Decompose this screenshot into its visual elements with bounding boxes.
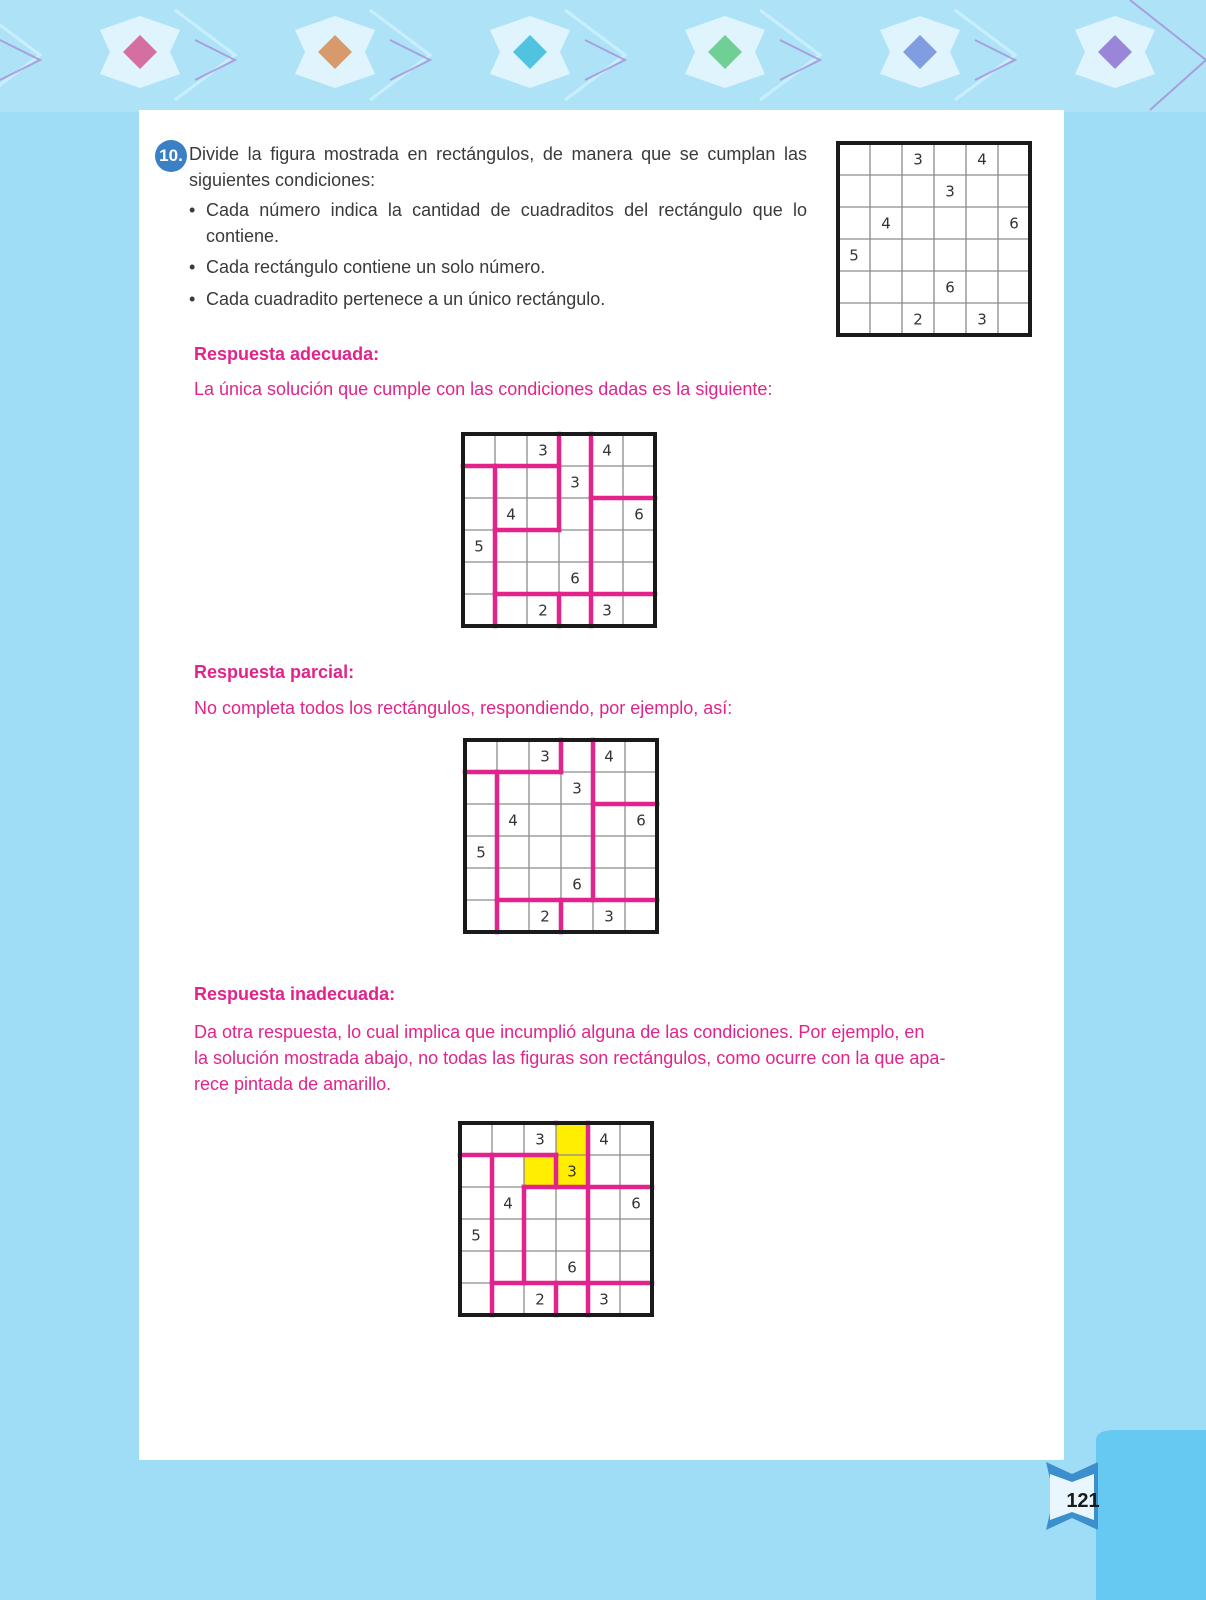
question-intro: Divide la figura mostrada en rectángulos, de manera que se cumplan las siguientes condiciones: — [189, 144, 807, 190]
grid-number: 4 — [881, 214, 891, 233]
adequate-text: La única solución que cumple con las condiciones dadas es la siguiente: — [194, 379, 773, 399]
grid-number: 4 — [508, 811, 518, 830]
grid-number: 3 — [572, 779, 582, 798]
grid-number: 4 — [599, 1130, 609, 1149]
adequate-solution-grid — [460, 431, 659, 630]
bullet-dot: • — [189, 289, 196, 309]
grid-number: 6 — [570, 569, 580, 588]
inadequate-text-line: rece pintada de amarillo. — [194, 1074, 392, 1094]
grid-number: 6 — [634, 505, 644, 524]
grid-number: 3 — [538, 441, 548, 460]
inadequate-heading: Respuesta inadecuada: — [194, 984, 396, 1004]
grid-number: 3 — [535, 1130, 545, 1149]
grid-number: 4 — [604, 747, 614, 766]
grid-number: 2 — [913, 310, 923, 329]
condition-item — [189, 254, 807, 280]
condition-item — [189, 286, 807, 312]
grid-number: 6 — [567, 1258, 577, 1277]
condition-text: Cada número indica la cantidad de cuadraditos del rectángulo que lo contiene. — [206, 200, 807, 246]
grid-number: 3 — [599, 1290, 609, 1309]
page-number: 121 — [1066, 1490, 1100, 1512]
grid-number: 3 — [570, 473, 580, 492]
grid-number: 3 — [977, 310, 987, 329]
page-number-tab — [1036, 1430, 1206, 1600]
inadequate-text-line: Da otra respuesta, lo cual implica que incumplió alguna de las condiciones. Por ejemplo, en — [194, 1022, 925, 1042]
grid-number: 4 — [503, 1194, 513, 1213]
condition-text: Cada rectángulo contiene un solo número. — [206, 257, 546, 277]
partial-heading: Respuesta parcial: — [194, 662, 355, 682]
bullet-dot: • — [189, 257, 196, 277]
grid-number: 4 — [506, 505, 516, 524]
grid-number: 6 — [1009, 214, 1019, 233]
adequate-heading: Respuesta adecuada: — [194, 344, 380, 364]
partial-solution-grid — [462, 737, 661, 936]
grid-number: 6 — [572, 875, 582, 894]
grid-number: 3 — [945, 182, 955, 201]
grid-number: 5 — [474, 537, 484, 556]
grid-number: 2 — [535, 1290, 545, 1309]
grid-number: 6 — [945, 278, 955, 297]
puzzle-grid — [835, 140, 1034, 339]
grid-number: 5 — [476, 843, 486, 862]
grid-number: 3 — [602, 601, 612, 620]
inadequate-solution-grid — [457, 1120, 656, 1319]
grid-number: 2 — [538, 601, 548, 620]
grid-number: 2 — [540, 907, 550, 926]
grid-number: 3 — [540, 747, 550, 766]
condition-text: Cada cuadradito pertenece a un único rectángulo. — [206, 289, 606, 309]
grid-number: 4 — [977, 150, 987, 169]
grid-number: 3 — [567, 1162, 577, 1181]
highlighted-cell — [556, 1123, 588, 1155]
inadequate-text-line: la solución mostrada abajo, no todas las figuras son rectángulos, como ocurre con la que apa- — [194, 1048, 946, 1068]
question-number-badge: 10. — [155, 140, 187, 172]
grid-number: 3 — [913, 150, 923, 169]
decorative-banner — [0, 0, 1206, 112]
grid-number: 3 — [604, 907, 614, 926]
grid-number: 6 — [631, 1194, 641, 1213]
grid-number: 6 — [636, 811, 646, 830]
partial-text: No completa todos los rectángulos, respondiendo, por ejemplo, así: — [194, 698, 733, 718]
bullet-dot: • — [189, 200, 196, 220]
grid-number: 5 — [849, 246, 859, 265]
condition-item — [189, 197, 807, 249]
highlighted-cell — [524, 1155, 556, 1187]
grid-number: 4 — [602, 441, 612, 460]
grid-number: 5 — [471, 1226, 481, 1245]
